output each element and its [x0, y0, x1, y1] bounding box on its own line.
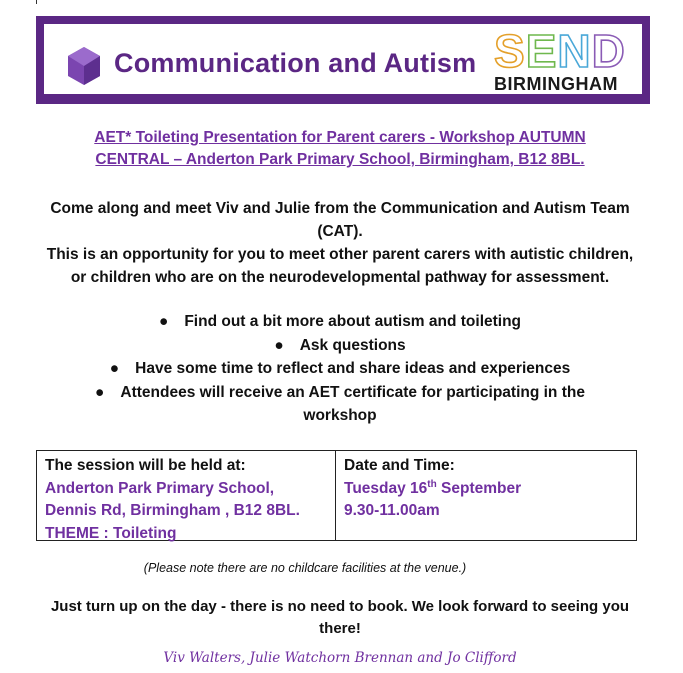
bullet-icon: ●	[95, 383, 105, 401]
intro-paragraph-2: This is an opportunity for you to meet other parent carers with autistic children, or children who are on the neurodevelopmental pathway for assessment.	[46, 246, 634, 286]
venue-cell	[37, 451, 336, 540]
datetime-cell	[336, 451, 636, 540]
team-title: Communication and Autism	[114, 48, 477, 78]
childcare-note: (Please note there are no childcare facilities at the venue.)	[143, 561, 467, 575]
list-item: ● Attendees will receive an AET certificate for participating in the workshop	[40, 381, 640, 428]
session-theme: THEME : Toileting	[45, 524, 177, 542]
closing-text: Just turn up on the day - there is no need to book. We look forward to seeing you there!	[50, 598, 630, 637]
bullet-icon: ●	[109, 360, 120, 377]
purple-hexagon-icon	[66, 46, 102, 86]
venue-address: Dennis Rd, Birmingham , B12 8BL.	[45, 502, 300, 519]
bullet-icon: ●	[274, 336, 284, 354]
list-item: ● Find out a bit more about autism and toileting	[40, 310, 640, 334]
datetime-label: Date and Time:	[344, 457, 455, 474]
list-item: ● Ask questions	[40, 334, 640, 358]
venue-label: The session will be held at:	[45, 457, 246, 474]
banner-inner	[44, 24, 642, 94]
list-item: ● Have some time to reflect and share ideas and experiences	[40, 357, 640, 381]
session-time: 9.30-11.00am	[344, 502, 440, 519]
session-info-table	[36, 450, 637, 541]
headline-line-1: AET* Toileting Presentation for Parent carers - Workshop AUTUMN	[94, 129, 586, 146]
intro-text	[40, 197, 640, 289]
session-date: Tuesday 16th September	[344, 478, 522, 497]
workshop-headline	[40, 127, 640, 171]
header-banner	[36, 16, 650, 104]
headline-line-2: CENTRAL – Anderton Park Primary School, Birmingham, B12 8BL.	[95, 151, 585, 168]
send-birmingham-logo	[490, 25, 632, 94]
signoff: Viv Walters, Julie Watchorn Brennan and Jo Clifford	[163, 650, 517, 666]
send-wordmark: SEND	[494, 25, 626, 77]
venue-name: Anderton Park Primary School,	[45, 479, 275, 497]
intro-paragraph-1: Come along and meet Viv and Julie from the Communication and Autism Team (CAT).	[50, 200, 630, 240]
birmingham-wordmark: BIRMINGHAM	[494, 74, 618, 94]
edge-mark	[36, 0, 37, 4]
bullet-list	[40, 310, 640, 428]
bullet-icon: ●	[158, 313, 169, 330]
